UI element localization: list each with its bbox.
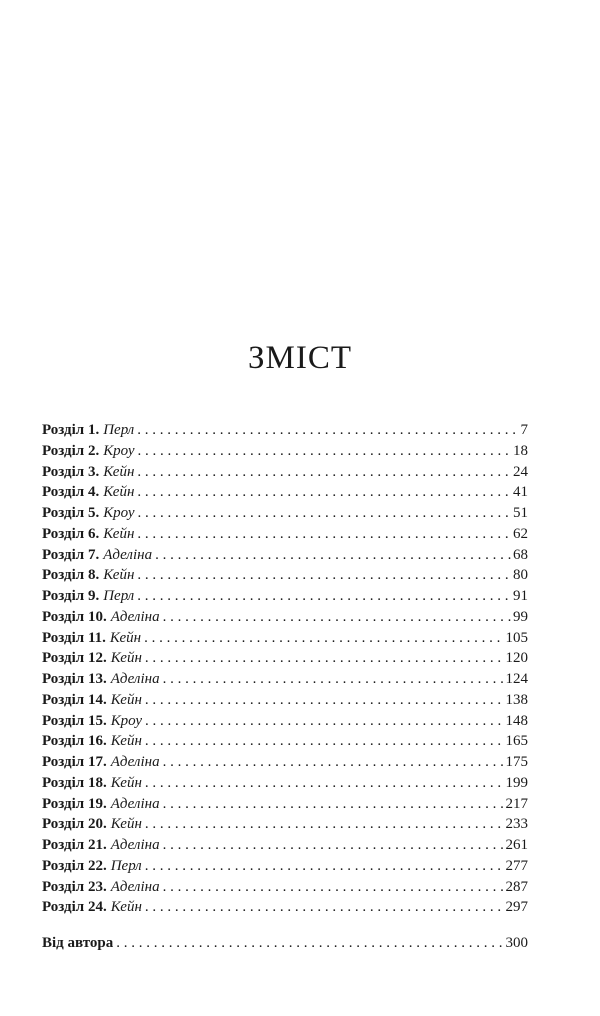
toc-entry[interactable]	[42, 565, 528, 586]
chapter-name: Кейн	[110, 816, 142, 833]
chapter-name: Кейн	[110, 733, 142, 750]
chapter-name: Кейн	[110, 899, 142, 916]
toc-entry[interactable]	[42, 462, 528, 483]
toc-entry[interactable]	[42, 877, 528, 898]
chapter-name: Перл	[110, 857, 142, 874]
chapter-label: Розділ 3.	[42, 463, 100, 480]
page-title: ЗМІСТ	[247, 340, 353, 376]
page-number: 175	[505, 754, 528, 770]
toc-entry[interactable]	[42, 503, 528, 524]
toc-entry[interactable]	[42, 752, 528, 773]
dot-leader	[145, 648, 504, 669]
chapter-label: Розділ 11.	[42, 629, 106, 646]
chapter-label: Розділ 17.	[42, 754, 107, 770]
chapter-name: Аделіна	[110, 608, 160, 625]
dot-leader	[145, 856, 504, 877]
chapter-label: Розділ 24.	[42, 899, 107, 916]
toc-entry[interactable]	[42, 441, 528, 462]
page-number: 124	[505, 671, 528, 687]
chapter-label: Розділ 7.	[42, 546, 100, 563]
page-number: 7	[520, 422, 528, 438]
toc-entry[interactable]	[42, 835, 528, 856]
chapter-name: Перл	[103, 422, 135, 438]
chapter-name: Кейн	[110, 691, 142, 708]
page-number: 99	[513, 608, 528, 625]
chapter-label: Розділ 6.	[42, 525, 100, 542]
dot-leader	[145, 814, 504, 835]
chapter-name: Аделіна	[110, 878, 160, 895]
page-number: 148	[505, 712, 528, 729]
page-number: 51	[513, 505, 528, 521]
chapter-label: Розділ 14.	[42, 691, 107, 708]
page-number: 165	[505, 733, 528, 750]
page-number: 24	[513, 463, 528, 480]
chapter-label: Розділ 15.	[42, 712, 107, 729]
chapter-label: Розділ 21.	[42, 837, 107, 853]
page-number: 62	[513, 525, 528, 542]
page-number: 105	[505, 629, 528, 646]
page-number: 80	[513, 567, 528, 584]
chapter-name: Аделіна	[110, 754, 160, 770]
dot-leader	[163, 835, 504, 856]
page-number: 277	[505, 857, 528, 874]
page-number: 199	[505, 774, 528, 791]
toc-entry[interactable]	[42, 586, 528, 607]
chapter-label: Розділ 22.	[42, 857, 107, 874]
dot-leader	[145, 711, 503, 732]
chapter-label: Розділ 9.	[42, 588, 100, 604]
page-number: 233	[505, 816, 528, 833]
page-number: 138	[505, 691, 528, 708]
chapter-label: Розділ 5.	[42, 505, 100, 521]
chapter-label: Розділ 1.	[42, 422, 100, 438]
chapter-name: Кейн	[103, 463, 135, 480]
page-number: 287	[505, 878, 528, 895]
toc-entry[interactable]	[42, 420, 528, 441]
toc-entry[interactable]	[42, 731, 528, 752]
page-number: 41	[513, 484, 528, 501]
chapter-label: Розділ 19.	[42, 795, 107, 812]
chapter-name: Аделіна	[110, 671, 160, 687]
chapter-label: Розділ 10.	[42, 608, 107, 625]
table-of-contents	[42, 420, 528, 918]
page-number: 91	[513, 588, 528, 604]
chapter-label: Розділ 23.	[42, 878, 107, 895]
page-number: 18	[513, 442, 528, 459]
toc-entry[interactable]	[42, 482, 528, 503]
toc-entry-afterword[interactable]	[42, 933, 528, 954]
chapter-label: Розділ 18.	[42, 774, 107, 791]
chapter-name: Аделіна	[103, 546, 153, 563]
dot-leader	[163, 669, 504, 690]
page-number: 120	[505, 650, 528, 667]
chapter-name: Кейн	[109, 629, 142, 646]
dot-leader	[145, 690, 504, 711]
afterword-section	[42, 933, 528, 954]
dot-leader	[138, 503, 511, 524]
toc-entry[interactable]	[42, 628, 528, 649]
toc-entry[interactable]	[42, 669, 528, 690]
toc-entry[interactable]	[42, 607, 528, 628]
page-number: 300	[505, 935, 528, 951]
chapter-name: Кейн	[103, 484, 135, 501]
afterword-label: Від автора	[42, 935, 114, 951]
chapter-name: Кроу	[103, 442, 135, 459]
chapter-label: Розділ 12.	[42, 650, 107, 667]
dot-leader	[137, 524, 511, 545]
dot-leader	[137, 565, 511, 586]
page-number: 217	[505, 795, 528, 812]
toc-entry[interactable]	[42, 524, 528, 545]
toc-entry[interactable]	[42, 794, 528, 815]
chapter-name: Кроу	[103, 505, 135, 521]
dot-leader	[137, 420, 518, 441]
chapter-name: Кейн	[110, 650, 142, 667]
dot-leader	[163, 877, 504, 898]
toc-entry[interactable]	[42, 545, 528, 566]
page-number: 297	[505, 899, 528, 916]
toc-entry[interactable]	[42, 690, 528, 711]
chapter-label: Розділ 20.	[42, 816, 107, 833]
dot-leader	[144, 628, 503, 649]
toc-entry[interactable]	[42, 773, 528, 794]
dot-leader	[145, 897, 504, 918]
toc-entry[interactable]	[42, 856, 528, 877]
page-number: 261	[505, 837, 528, 853]
chapter-name: Аделіна	[110, 795, 160, 812]
dot-leader	[163, 794, 504, 815]
toc-entry[interactable]	[42, 711, 528, 732]
dot-leader	[138, 441, 511, 462]
dot-leader	[145, 731, 504, 752]
chapter-name: Кроу	[110, 712, 143, 729]
chapter-label: Розділ 4.	[42, 484, 100, 501]
chapter-name: Кейн	[103, 567, 135, 584]
toc-entry[interactable]	[42, 897, 528, 918]
page-number: 68	[513, 546, 528, 563]
toc-entry[interactable]	[42, 814, 528, 835]
dot-leader	[163, 607, 511, 628]
chapter-name: Перл	[103, 588, 135, 604]
chapter-name: Кейн	[103, 525, 135, 542]
dot-leader	[137, 586, 511, 607]
chapter-label: Розділ 8.	[42, 567, 100, 584]
dot-leader	[137, 462, 511, 483]
chapter-label: Розділ 2.	[42, 442, 100, 459]
chapter-label: Розділ 13.	[42, 671, 107, 687]
dot-leader	[137, 482, 511, 503]
chapter-label: Розділ 16.	[42, 733, 107, 750]
dot-leader	[163, 752, 504, 773]
chapter-name: Аделіна	[110, 837, 160, 853]
dot-leader	[116, 933, 503, 954]
toc-entry[interactable]	[42, 648, 528, 669]
dot-leader	[145, 773, 504, 794]
chapter-name: Кейн	[110, 774, 142, 791]
dot-leader	[155, 545, 511, 566]
